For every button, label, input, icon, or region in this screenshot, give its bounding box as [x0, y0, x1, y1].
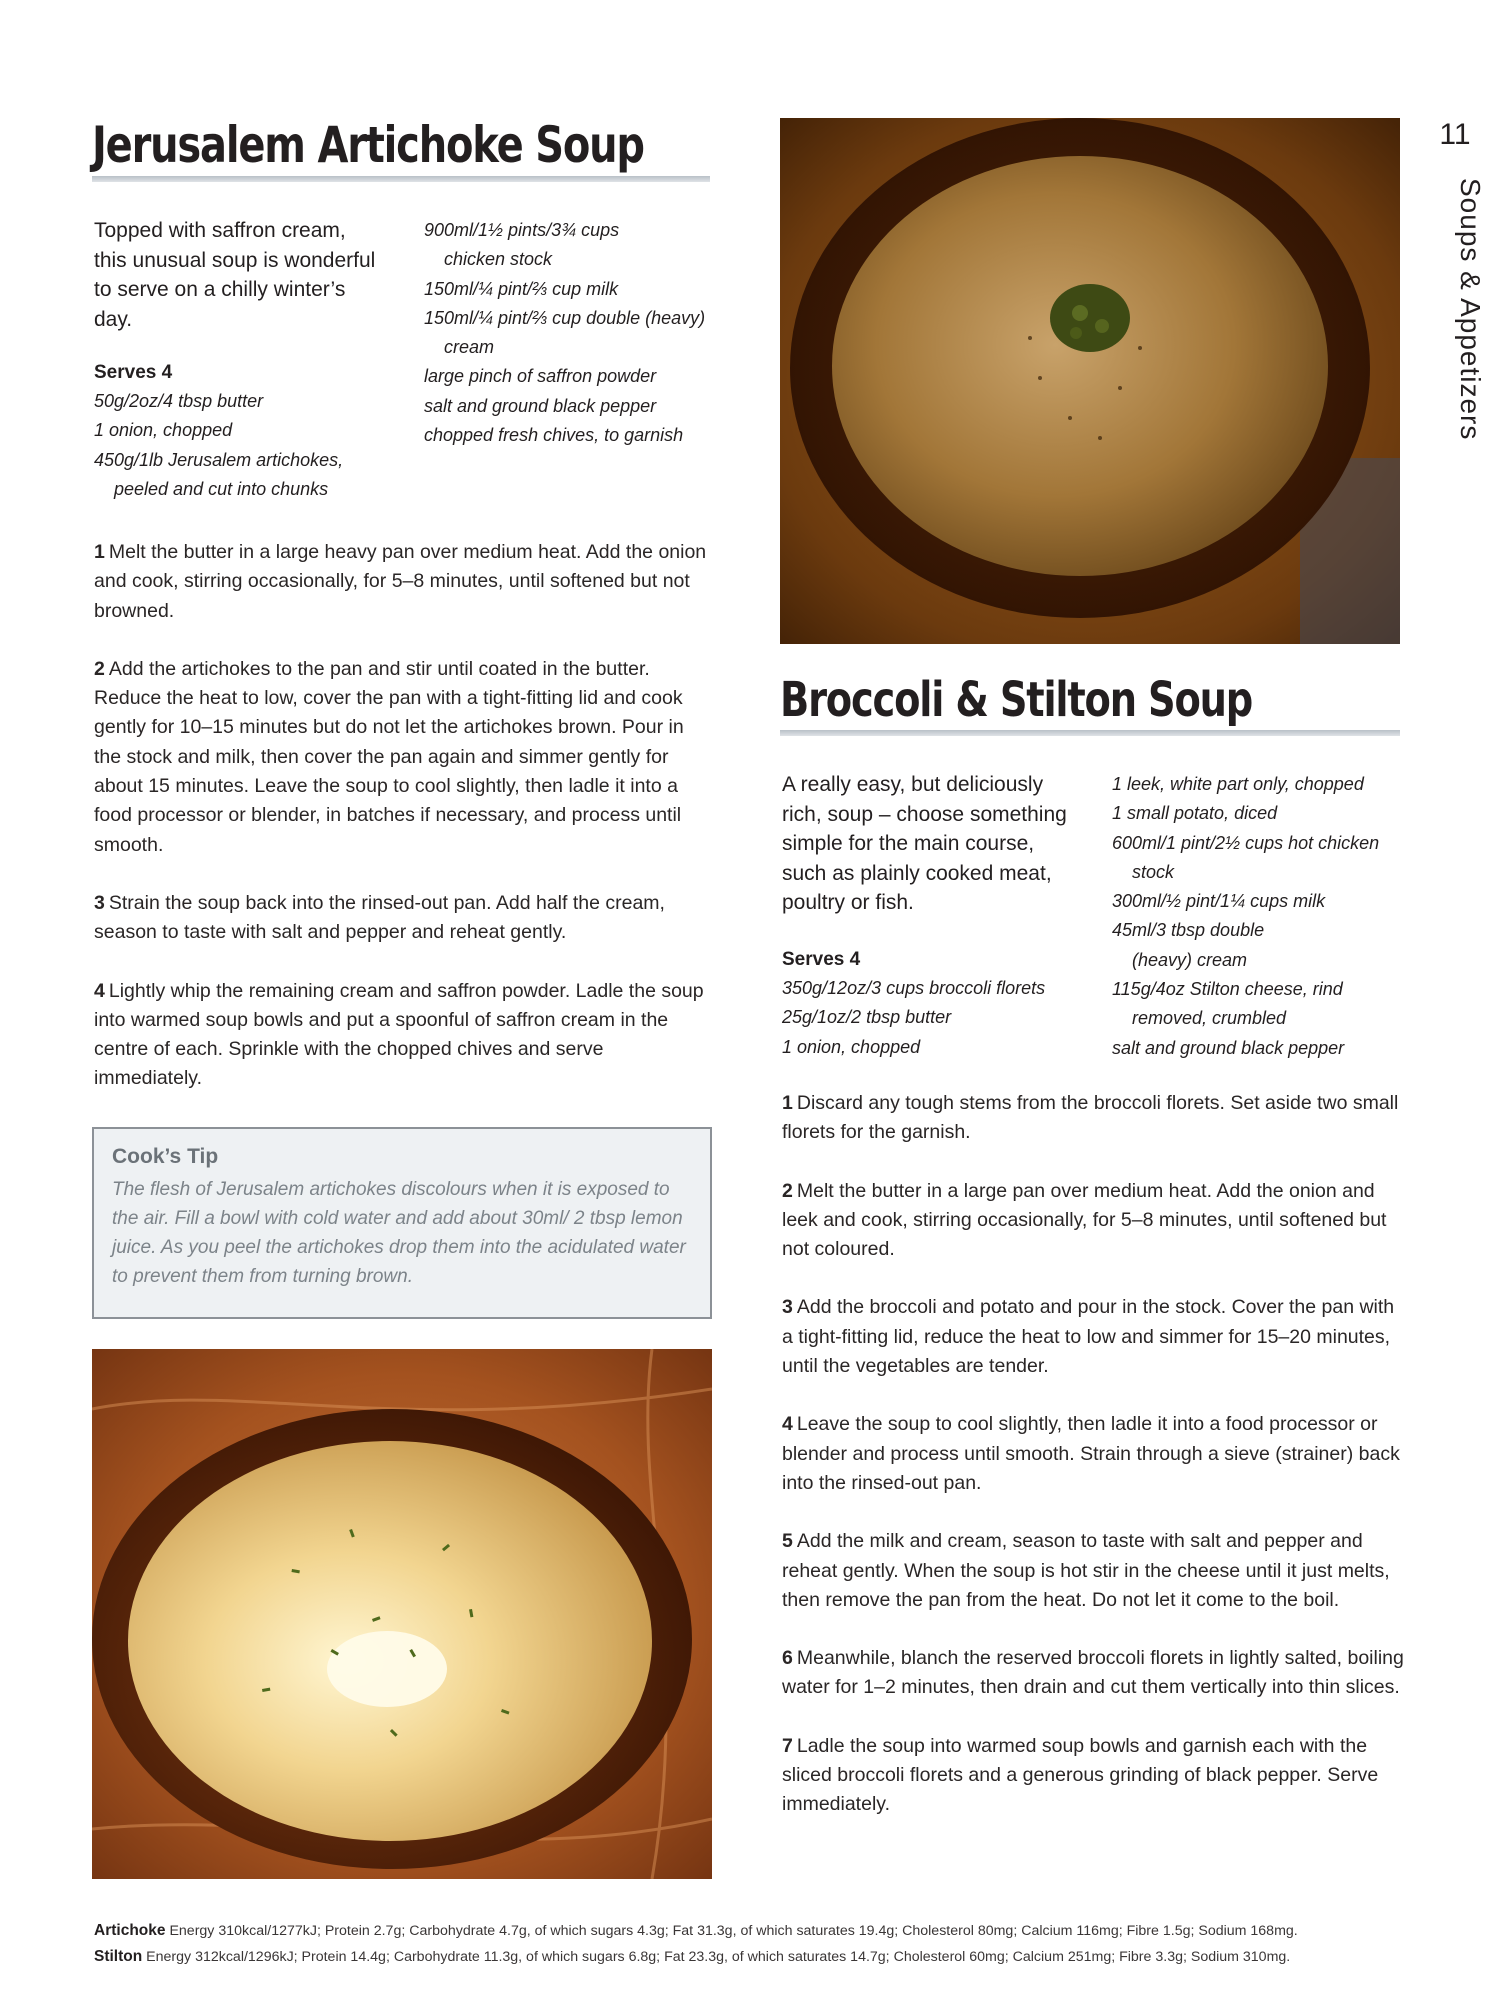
- ingredient: 45ml/3 tbsp double (heavy) cream: [1112, 920, 1265, 970]
- section-label: Soups & Appetizers: [1455, 178, 1486, 441]
- step-number: 2: [94, 657, 105, 680]
- step-text: Discard any tough stems from the broccoli florets. Set aside two small florets for the garnish.: [782, 1092, 1399, 1144]
- step-number: 1: [782, 1092, 793, 1114]
- nutrition-label: Stilton: [94, 1948, 143, 1965]
- step-text: Add the milk and cream, season to taste with salt and pepper and reheat gently. When the soup is hot stir in the cheese until it just melts, then remove the pan from the heat. Do not let it come to the boil.: [782, 1530, 1390, 1611]
- nutrition-artichoke: [94, 1918, 1424, 1944]
- recipe2-title: Broccoli & Stilton Soup: [780, 672, 1253, 728]
- recipe2-title-rule: [780, 730, 1400, 736]
- method-step: [94, 977, 710, 1094]
- step-number: 4: [94, 979, 105, 1002]
- method-step: [782, 1644, 1404, 1703]
- ingredient: large pinch of saffron powder: [424, 366, 657, 387]
- ingredient: 1 onion, chopped: [94, 420, 233, 441]
- broccoli-soup-photo: [780, 118, 1400, 644]
- section-tab: [1430, 118, 1500, 441]
- recipe1-intro: Topped with saffron cream, this unusual soup is wonderful to serve on a chilly winter’s day.: [94, 219, 376, 331]
- ingredient: 350g/12oz/3 cups broccoli florets: [782, 978, 1046, 998]
- step-number: 3: [94, 891, 105, 914]
- ingredient: 25g/1oz/2 tbsp butter: [782, 1007, 952, 1028]
- method-step: [782, 1293, 1404, 1381]
- method-step: [94, 889, 710, 948]
- step-text: Add the artichokes to the pan and stir until coated in the butter. Reduce the heat to low, cover the pan with a tight-fitting lid and cook gently for 10–15 minutes but do not let the artichokes brown. Pour in the stock and milk, then cover the pan again and simmer gently for about 15 minutes. Leave the soup to cool slightly, then ladle it into a food processor or blender, in batches if necessary, and process until smooth.: [94, 657, 684, 856]
- cooks-tip-heading: Cook’s Tip: [112, 1145, 219, 1168]
- ingredient: 600ml/1 pint/2½ cups hot chicken stock: [1112, 832, 1380, 882]
- ingredient: 150ml/¼ pint/⅔ cup milk: [424, 278, 619, 299]
- step-number: 5: [782, 1530, 793, 1553]
- ingredient: 1 onion, chopped: [782, 1036, 921, 1057]
- step-text: Meanwhile, blanch the reserved broccoli florets in lightly salted, boiling water for 1–2 minutes, then drain and cut them vertically into thin slices.: [782, 1647, 1404, 1699]
- artichoke-soup-photo: [92, 1349, 712, 1879]
- ingredient: chopped fresh chives, to garnish: [424, 425, 684, 446]
- recipe1-title-rule: [92, 176, 710, 182]
- ingredient: 115g/4oz Stilton cheese, rind removed, crumbled: [1112, 979, 1343, 1029]
- step-text: Lightly whip the remaining cream and saffron powder. Ladle the soup into warmed soup bowls and put a spoonful of saffron cream in the centre of each. Sprinkle with the chopped chives and serve immediately.: [94, 979, 704, 1090]
- nutrition-values: Energy 312kcal/1296kJ; Protein 14.4g; Carbohydrate 11.3g, of which sugars 6.8g; Fat 23.3g, of which saturates 14.7g; Cholesterol 60mg; Calcium 251mg; Fibre 3.3g; Sodium 310mg.: [146, 1949, 1291, 1965]
- recipe2-method: [782, 1089, 1404, 1849]
- step-text: Melt the butter in a large heavy pan over medium heat. Add the onion and cook, stirring occasionally, for 5–8 minutes, until softened but not browned.: [94, 541, 707, 622]
- recipe1-serves: Serves 4: [94, 362, 173, 383]
- recipe1-ingredients-col2: [424, 216, 714, 450]
- ingredient: 1 leek, white part only, chopped: [1112, 774, 1364, 794]
- recipe2-ingredients-col1: [782, 945, 1082, 1062]
- step-number: 4: [782, 1413, 793, 1436]
- nutrition-values: Energy 310kcal/1277kJ; Protein 2.7g; Carbohydrate 4.7g, of which sugars 4.3g; Fat 31.3g, of which saturates 19.4g; Cholesterol 80mg; Calcium 116mg; Fibre 1.5g; Sodium 168mg.: [169, 1923, 1298, 1939]
- method-step: [782, 1410, 1404, 1498]
- method-step: [94, 655, 710, 860]
- nutrition-info: [94, 1918, 1424, 1970]
- cooks-tip-text: The flesh of Jerusalem artichokes discolours when it is exposed to the air. Fill a bowl with cold water and add about 30ml/ 2 tbsp lemon juice. As you peel the artichokes drop them into the acidulated water to prevent them from turning brown.: [112, 1179, 686, 1287]
- step-number: 7: [782, 1734, 793, 1757]
- ingredient: salt and ground black pepper: [424, 395, 657, 416]
- ingredient: 300ml/½ pint/1¼ cups milk: [1112, 891, 1326, 912]
- recipe1-title: Jerusalem Artichoke Soup: [92, 116, 644, 174]
- method-step: [782, 1527, 1404, 1615]
- ingredient: 450g/1lb Jerusalem artichokes, peeled and cut into chunks: [94, 449, 344, 499]
- step-text: Leave the soup to cool slightly, then ladle it into a food processor or blender and process until smooth. Strain through a sieve (strainer) back into the rinsed-out pan.: [782, 1413, 1400, 1494]
- step-number: 2: [782, 1179, 793, 1202]
- page-number: 11: [1439, 118, 1471, 151]
- recipe1-method: [94, 538, 710, 1123]
- recipe1-ingredients-col1: [94, 358, 394, 504]
- ingredient: 50g/2oz/4 tbsp butter: [94, 391, 264, 411]
- step-number: 3: [782, 1296, 793, 1319]
- ingredient: 150ml/¼ pint/⅔ cup double (heavy) cream: [424, 307, 706, 358]
- nutrition-label: Artichoke: [94, 1922, 166, 1939]
- step-text: Strain the soup back into the rinsed-out pan. Add half the cream, season to taste with salt and pepper and reheat gently.: [94, 891, 665, 944]
- step-number: 6: [782, 1647, 793, 1670]
- method-step: [782, 1177, 1404, 1265]
- method-step: [782, 1732, 1404, 1820]
- nutrition-stilton: [94, 1944, 1424, 1970]
- recipe2-ingredients-col2: [1112, 770, 1402, 1063]
- step-text: Add the broccoli and potato and pour in the stock. Cover the pan with a tight-fitting lid, reduce the heat to low and simmer for 15–20 minutes, until the vegetables are tender.: [782, 1296, 1395, 1378]
- step-number: 1: [94, 541, 105, 563]
- step-text: Ladle the soup into warmed soup bowls and garnish each with the sliced broccoli florets and a generous grinding of black pepper. Serve immediately.: [782, 1734, 1379, 1816]
- ingredient: salt and ground black pepper: [1112, 1037, 1345, 1058]
- step-text: Melt the butter in a large pan over medium heat. Add the onion and leek and cook, stirring occasionally, for 5–8 minutes, until softened but not coloured.: [782, 1179, 1387, 1261]
- ingredient: 900ml/1½ pints/3¾ cups chicken stock: [424, 220, 620, 270]
- method-step: [94, 538, 710, 626]
- recipe2-serves: Serves 4: [782, 949, 861, 970]
- method-step: [782, 1089, 1404, 1148]
- ingredient: 1 small potato, diced: [1112, 803, 1278, 824]
- cooks-tip-box: [92, 1127, 712, 1319]
- recipe2-intro: A really easy, but deliciously rich, soup – choose something simple for the main course, such as plainly cooked meat, poultry or fish.: [782, 773, 1067, 914]
